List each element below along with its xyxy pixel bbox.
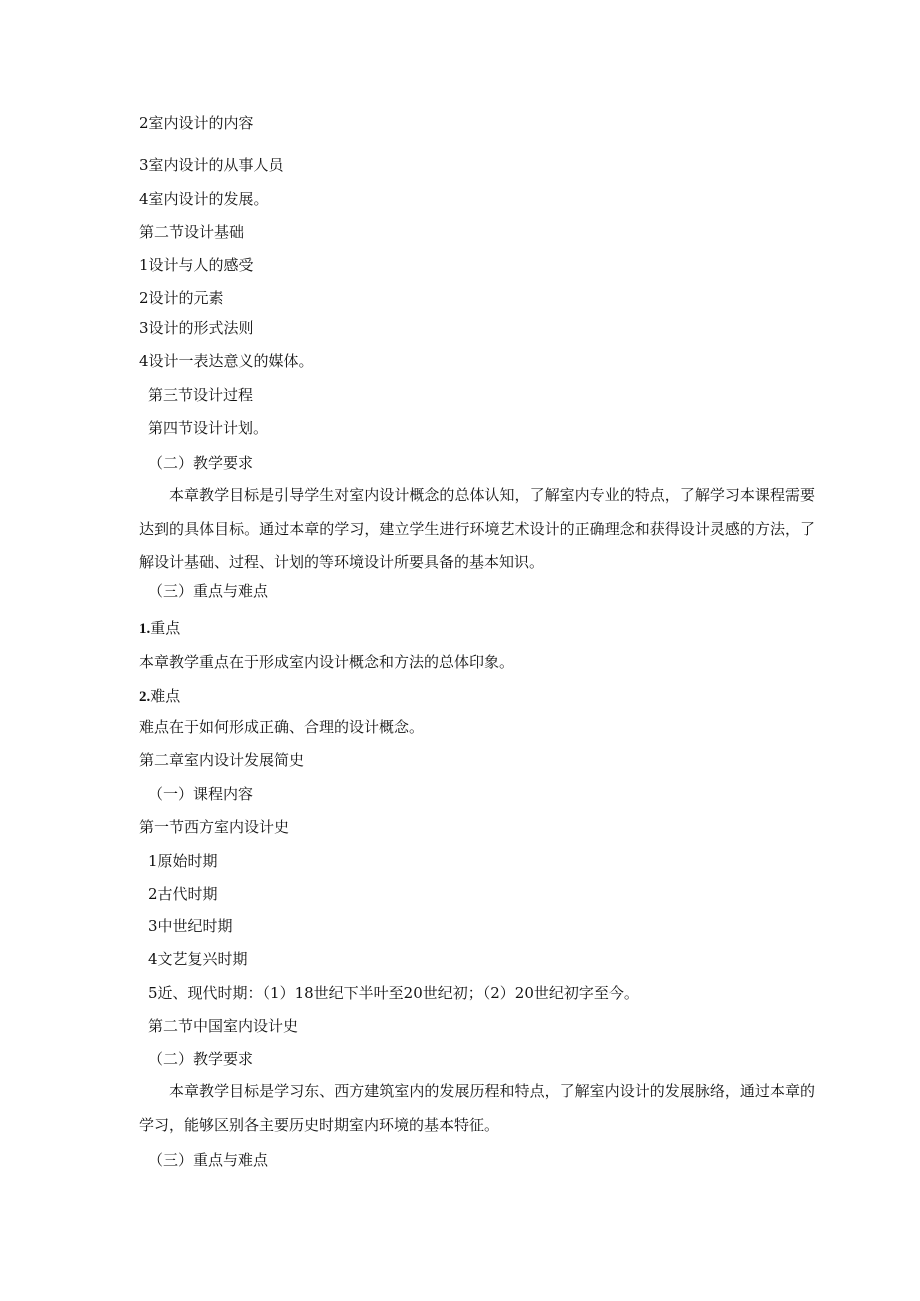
paragraph: 本章教学目标是学习东、西方建筑室内的发展历程和特点，了解室内设计的发展脉络，通过本章的学习，能够区别各主要历史时期室内环境的基本特征。: [139, 1082, 815, 1134]
difficulty-label: 难点: [150, 687, 181, 705]
key-point-heading: [139, 618, 180, 639]
list-item: 1设计与人的感受: [139, 256, 254, 274]
list-item: 4室内设计的发展。: [139, 190, 269, 208]
section-heading: 第二节设计基础: [139, 223, 245, 241]
list-item: 5近、现代时期：（1）18世纪下半叶至20世纪初；（2）20世纪初字至今。: [148, 984, 639, 1002]
paragraph: 难点在于如何形成正确、合理的设计概念。: [139, 718, 425, 736]
section-heading: 第四节设计计划。: [148, 419, 269, 437]
list-item: 3中世纪时期: [148, 917, 233, 935]
list-item: 1原始时期: [148, 852, 218, 870]
subsection-heading: （二）教学要求: [148, 454, 254, 472]
paragraph: 本章教学重点在于形成室内设计概念和方法的总体印象。: [139, 653, 515, 671]
chapter-title: 第二章室内设计发展简史: [139, 751, 305, 769]
list-item: 2室内设计的内容: [139, 114, 254, 132]
list-item: 2古代时期: [148, 885, 218, 903]
paragraph: 本章教学目标是引导学生对室内设计概念的总体认知，了解室内专业的特点，了解学习本课程需要达到的具体目标。通过本章的学习，建立学生进行环境艺术设计的正确理念和获得设计灵感的方法，了解设计基础、过程、计划的等环境设计所要具备的基本知识。: [139, 486, 815, 571]
subsection-heading: （三）重点与难点: [148, 582, 269, 600]
subsection-heading: （二）教学要求: [148, 1050, 254, 1068]
list-item: 3室内设计的从事人员: [139, 156, 284, 174]
key-point-number: 1.: [139, 621, 151, 637]
list-item: 2设计的元素: [139, 289, 224, 307]
subsection-heading: （一）课程内容: [148, 785, 254, 803]
section-heading: 第一节西方室内设计史: [139, 818, 290, 836]
list-item: 4设计一表达意义的媒体。: [139, 352, 314, 370]
section-heading: 第三节设计过程: [148, 386, 254, 404]
subsection-heading: （三）重点与难点: [148, 1151, 269, 1169]
key-point-label: 重点: [150, 619, 181, 637]
difficulty-heading: [139, 686, 180, 707]
list-item: 4文艺复兴时期: [148, 950, 248, 968]
list-item: 3设计的形式法则: [139, 319, 254, 337]
difficulty-number: 2.: [139, 689, 151, 705]
section-heading: 第二节中国室内设计史: [148, 1017, 299, 1035]
